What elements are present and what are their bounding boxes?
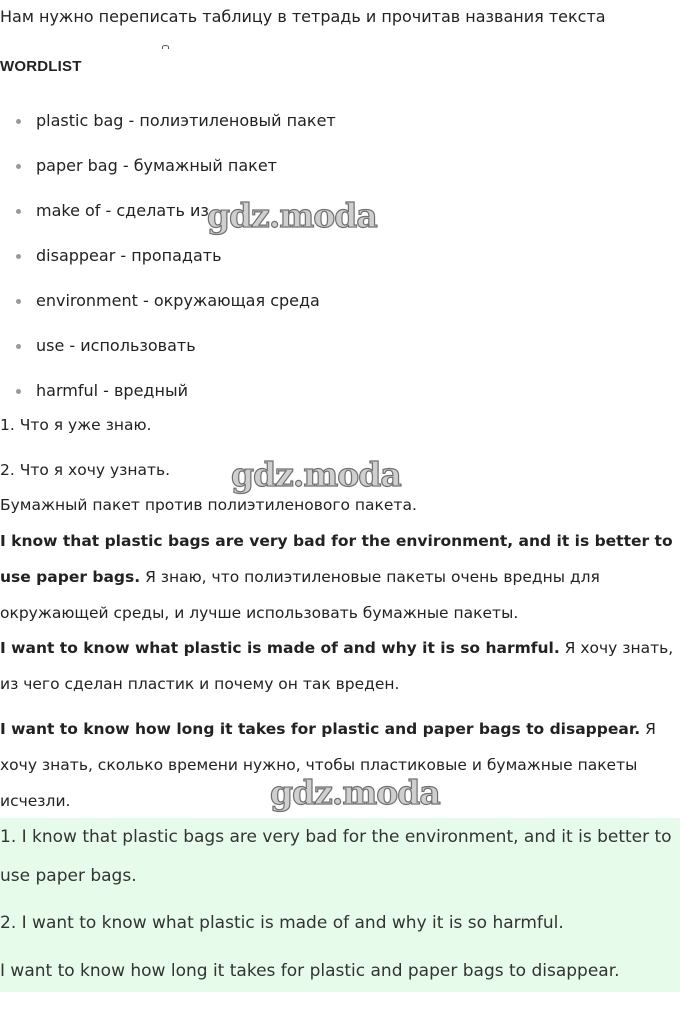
qa-paragraph xyxy=(0,630,678,702)
answer-line: 2. I want to know what plastic is made of and why it is so harmful. xyxy=(0,913,564,933)
wordlist-item xyxy=(0,108,336,153)
wordlist-item xyxy=(0,288,336,333)
wordlist-item xyxy=(0,333,336,378)
bullet-icon xyxy=(16,119,21,124)
qa-russian: Я знаю, что полиэтиленовые пакеты очень вредны для окружающей среды, и лучше использовать бумажные пакеты. xyxy=(0,568,600,622)
topic-line: Бумажный пакет против полиэтиленового пакета. xyxy=(0,496,417,514)
wordlist-item-text: plastic bag - полиэтиленовый пакет xyxy=(36,111,336,130)
wordlist-item-text: environment - окружающая среда xyxy=(36,291,320,310)
wordlist-item-text: disappear - пропадать xyxy=(36,246,222,265)
watermark: gdz.moda xyxy=(270,773,440,812)
wordlist-item-text: harmful - вредный xyxy=(36,381,188,400)
qa-english: I know that plastic bags are very bad for the environment, and it is better to use paper bags. xyxy=(0,532,673,586)
stray-mark xyxy=(162,45,169,49)
step-what-i-want: 2. Что я хочу узнать. xyxy=(0,461,171,479)
qa-english: I want to know what plastic is made of and why it is so harmful. xyxy=(0,639,560,657)
qa-russian: Я хочу знать, сколько времени нужно, чтобы пластиковые и бумажные пакеты исчезли. xyxy=(0,720,656,810)
watermark: gdz.moda xyxy=(231,455,401,494)
wordlist-item xyxy=(0,153,336,198)
qa-english: I want to know how long it takes for plastic and paper bags to disappear. xyxy=(0,720,641,738)
wordlist-item xyxy=(0,243,336,288)
wordlist-heading: WORDLIST xyxy=(0,58,82,75)
bullet-icon xyxy=(16,299,21,304)
bullet-icon xyxy=(16,209,21,214)
answer-box xyxy=(0,818,680,992)
bullet-icon xyxy=(16,344,21,349)
qa-russian: Я хочу знать, из чего сделан пластик и почему он так вреден. xyxy=(0,639,674,693)
watermark: gdz.moda xyxy=(207,196,377,235)
step-what-i-know: 1. Что я уже знаю. xyxy=(0,416,152,434)
wordlist-item-text: use - использовать xyxy=(36,336,196,355)
wordlist-item-text: make of - сделать из xyxy=(36,201,209,220)
bullet-icon xyxy=(16,164,21,169)
wordlist xyxy=(0,108,336,423)
intro-text: Нам нужно переписать таблицу в тетрадь и прочитав названия текста xyxy=(0,7,606,26)
bullet-icon xyxy=(16,254,21,259)
answer-line: I want to know how long it takes for plastic and paper bags to disappear. xyxy=(0,961,620,981)
wordlist-item-text: paper bag - бумажный пакет xyxy=(36,156,277,175)
qa-paragraph xyxy=(0,523,678,631)
answer-line: 1. I know that plastic bags are very bad for the environment, and it is better to use paper bags. xyxy=(0,827,672,886)
bullet-icon xyxy=(16,389,21,394)
